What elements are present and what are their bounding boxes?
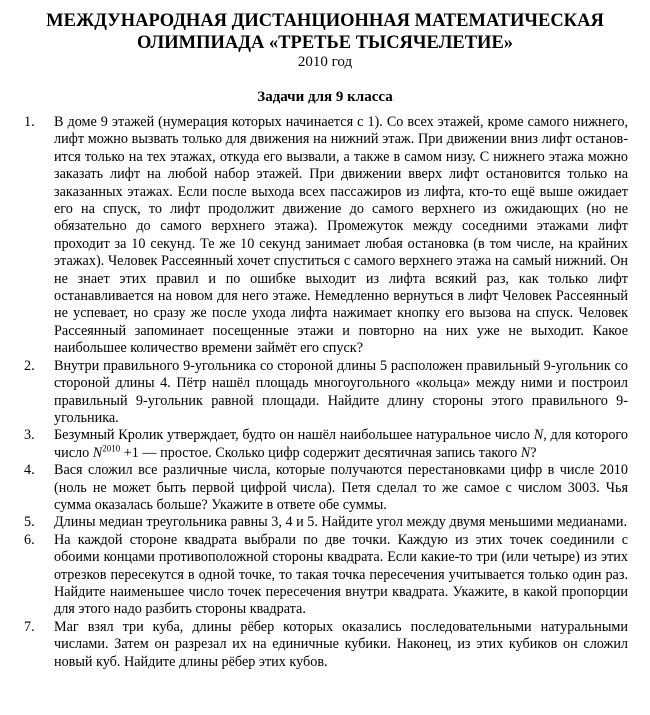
problem-2 xyxy=(22,358,628,428)
problem-number: 6. xyxy=(24,531,35,548)
problem-text: Длины медиан треугольника равны 3, 4 и 5. Найдите угол между двумя меньшими медианами. xyxy=(54,514,627,531)
problem-5 xyxy=(22,514,628,531)
problem-number: 1. xyxy=(24,114,35,130)
problem-text-part: ? xyxy=(530,444,537,461)
problem-number: 4. xyxy=(24,462,35,479)
problem-text-part: , для которого число xyxy=(54,427,628,461)
grade-subtitle: Задачи для 9 класса xyxy=(257,89,393,105)
problem-text: Внутри правильного 9-угольника со стороной длины 5 расположен правильный 9-угольник со стороной длины 4. Пётр нашёл площадь многоугольного «кольца» между ними и построил правильный 9-угольник равной площади. Найдите длину стороны этого правильного 9-угольника. xyxy=(54,357,628,426)
problem-number: 2. xyxy=(24,357,35,374)
problem-number: 3. xyxy=(24,427,35,444)
problem-1 xyxy=(22,114,628,358)
problem-text-part: +1 — простое. Сколько цифр содержит десятичная запись такого xyxy=(120,444,521,461)
problem-text: В доме 9 этажей (нумерация которых начинается с 1). Со всех этажей, кроме самого нижнего, лифт можно вызвать только для движения на нижний этаж. При движении вниз лифт остановится только на тех этажах, откуда его вызвали, а также в самом низу. С нижнего этажа можно заказать лифт на любой набор этажей. При движении вверх лифт остановится только на заказанных этажах. Если после выхода всех пассажиров из лифта, кто-то ещё выше ожидает его на спуск, то лифт продолжит движение до самого верхнего из ожидающих (но не обязательно до самого верхнего этажа). Промежуток между соседними этажами лифт проходит за 10 секунд. Те же 10 секунд занимает любая остановка (в том числе, на крайних этажах). Человек Рассеянный хочет спуститься с самого верхнего этажа на самый нижний. Он не знает этих правил и по ошибке выходит из лифта всякий раз, как только лифт останавливается на новом для него этаже. Немедленно вернуться в лифт Человек Рассеянный не успевает, но сразу же после ухода лифта нажимает кнопку его вызова на спуск. Человек Рассеянный запоминает посещенные этажи и повторно на них уже не выходит. Какое наибольшее количество времени займёт его спуск? xyxy=(54,114,628,357)
year-label: 2010 год xyxy=(297,54,353,70)
problem-list xyxy=(22,114,628,671)
page-title xyxy=(22,10,628,54)
problem-text: На каждой стороне квадрата выбрали по две точки. Каждую из этих точек соединили с обоими концами противоположной стороны квадрата. Если какие-то три (или четыре) из этих отрезков пересекутся в одной точке, то такая точка пересечения учитывается только один раз. Найдите наименьшее число точек пересечения внутри квадрата. Укажите, в какой пропорции для этого надо разбить стороны квадрата. xyxy=(54,531,628,618)
problem-text-part: Безумный Кролик утверждает, будто он нашёл наибольшее натуральное число xyxy=(54,427,534,444)
title-line-2: ОЛИМПИАДА «ТРЕТЬЕ ТЫСЯЧЕЛЕТИЕ» xyxy=(136,33,514,53)
exponent-power: 2010 xyxy=(102,442,121,453)
problem-text xyxy=(54,427,628,462)
problem-number: 7. xyxy=(24,618,35,635)
problem-text: Маг взял три куба, длины рёбер которых оказались последовательными натуральными числами. Затем он разрезал их на единичные кубики. Наконец, из этих кубиков он сложил новый куб. Найдите длины рёбер этих кубов. xyxy=(54,618,628,670)
problem-number: 5. xyxy=(24,514,35,531)
problem-6 xyxy=(22,532,628,619)
problem-3 xyxy=(22,427,628,462)
problem-text: Вася сложил все различные числа, которые получаются перестановками цифр в числе 2010 (ноль не может быть первой цифрой числа). Петя сделал то же самое с числом 3003. Чья сумма оказалась больше? Укажите в ответе обе суммы. xyxy=(54,462,628,513)
variable-n: N xyxy=(533,427,544,444)
exponent-base: N xyxy=(92,444,103,461)
variable-n: N xyxy=(520,444,531,461)
problem-4 xyxy=(22,462,628,514)
title-line-1: МЕЖДУНАРОДНАЯ ДИСТАНЦИОННАЯ МАТЕМАТИЧЕСКАЯ xyxy=(46,11,604,31)
problem-7 xyxy=(22,619,628,671)
